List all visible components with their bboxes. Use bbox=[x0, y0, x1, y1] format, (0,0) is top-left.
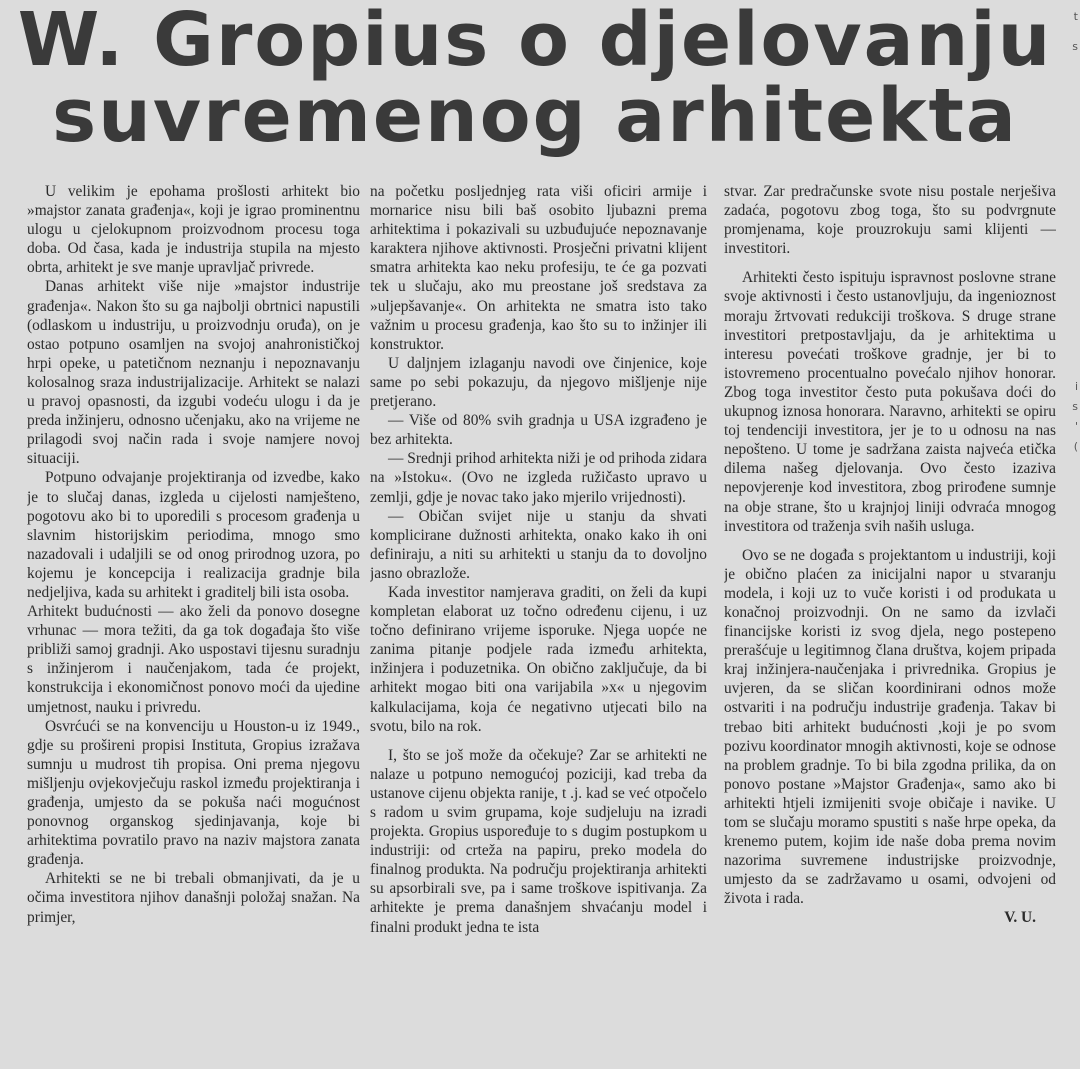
paragraph: stvar. Zar predračunske svote nisu postale nerješiva zadaća, pogotovu zbog toga, što su podvrgnute promjenama, koje prouzrokuju sami klijenti — investitori. bbox=[724, 183, 1056, 258]
paragraph: U velikim je epohama prošlosti arhitekt bio »majstor zanata građenja«, koji je igrao prominentnu ulogu u cjelokupnom proizvodnom procesu toga doba. Od časa, kada je industrija stupila na mjesto obrta, arhitekt je sve manje upravljač privrede. bbox=[27, 183, 360, 277]
paragraph: Osvrćući se na konvenciju u Houston-u iz 1949., gdje su prošireni propisi Instituta, Gropius izražava sumnju u mudrost tih propisa. Oni prema njegovu mišljenju ovjekovječuju raskol između projektiranja i građenja, umjesto da se pokuša naći mogućnost ponovnog organskog sjedinjavanja, koje bi arhitektima povratilo pravo na naziv majstora zanata građenja. bbox=[27, 717, 360, 869]
paragraph: I, što se još može da očekuje? Zar se arhitekti ne nalaze u potpuno nemogućoj poziciji, kad treba da ustanove cijenu objekta ranije, t .j. kad se već otpočelo s radom u svim grupama, koje sudjeluju na izradi projekta. Gropius uspoređuje to s dugim postupkom u industriji: od crteža na papiru, preko modela do finalnog produkta. Na području projektiranja arhitekti su apsorbirali sve, pa i same troškove ispitivanja. Za arhitekte je prema današnjem shvaćanju model i finalni produkt jedna te ista bbox=[370, 746, 707, 936]
paragraph: Ovo se ne događa s projektantom u industriji, koji je obično plaćen za inicijalni napor u stvaranju modela, i koji uz to vuče koristi i od produkata u konačnoj proizvodnji. On ne samo da izvlači financijske koristi iz svog djela, nego postepeno prerašćuje u legitimnog člana društva, kojem pripada kraj inžinjera-naučenjaka i privrednika. Gropius je uvjeren, da se sličan koordinirani odnos može ostvariti i na području industrije građenja. Takav bi trebao biti arhitekt budućnosti ,koji je po svom pozivu koordinator mnogih aktivnosti, koje se odnose na problem gradnje. To bi bila zgodna prilika, da on ponovo postane »Majstor Građenja«, samo ako bi arhitekti htjeli izmijeniti svoje običaje i navike. U tom se slučaju moramo spustiti s naše hrpe opeka, da krenemo putem, kojim ide naše doba prema novim nazorima suvremene industrijske proizvodnje, umjesto da se zadržavamo u osami, odvojeni od života i rada. bbox=[724, 546, 1056, 908]
paragraph: U daljnjem izlaganju navodi ove činjenice, koje same po sebi pokazuju, da njegovo mišljenje nije pretjerano. bbox=[370, 354, 707, 411]
paragraph: Danas arhitekt više nije »majstor industrije građenja«. Nakon što su ga najbolji obrtnici napustili (odlaskom u industriju, u proizvodnju oruđa), on je ostao potpuno osamljen na svojoj anahronističkoj hrpi opeke, u patetičnom neznanju i nepoznavanju kolosalnog sraza industrijalizacije. Arhitekt se nalazi u pravoj opasnosti, da izgubi vodeću ulogu i da je preda inžinjeru, odnosno učenjaku, ako na vrijeme ne prilagodi svoj način rada i svoje namjere novoj situaciji. bbox=[27, 278, 360, 468]
paragraph: — Srednji prihod arhitekta niži je od prihoda zidara na »Istoku«. (Ovo ne izgleda ružičasto upravo u zemlji, gdje je novac tako jako mjerilo vrijednosti). bbox=[370, 450, 707, 506]
paragraph: Arhitekti se ne bi trebali obmanjivati, da je u očima investitora njihov današnji položaj snažan. Na primjer, bbox=[27, 870, 360, 926]
paragraph: na početku posljednjeg rata viši oficiri armije i mornarice nisu bili baš osobito ljubazni prema arhitektima i pokazivali su uzbuđujuće nepoznavanje karaktera njihove aktivnosti. Prosječni privatni klijent smatra arhitekta kao neku profesiju, te će ga pozvati tek u slučaju, ako mu preostane još sredstava za »uljepšavanje«. On arhitekta ne smatra isto tako važnim u procesu građenja, kao što su to inžinjer ili konstruktor. bbox=[370, 183, 707, 353]
paragraph: Potpuno odvajanje projektiranja od izvedbe, kako je to slučaj danas, izgleda u cijelosti namješteno, pogotovu ako bi to uporedili s procesom građenja u slavnim historijskim periodima, mnogo smo nazadovali i udaljili se od onog prirodnog uzora, po kojemu je koncepcija i realizacija gradnje bila nedjeljiva, kada su arhitekt i graditelj bili ista osoba. bbox=[27, 469, 360, 601]
paragraph: Arhitekt budućnosti — ako želi da ponovo dosegne vrhunac — mora težiti, da ga tok događaja što više približi samoj gradnji. Ako uspostavi tijesnu suradnju s inžinjerom i naučenjakom, tada će projekt, konstrukcija i ekonomičnost ponovo moći da ujedine umjetnost, nauku i privredu. bbox=[27, 603, 360, 716]
paragraph: — Običan svijet nije u stanju da shvati komplicirane dužnosti arhitekta, onako kako ih oni definiraju, a niti su arhitekti u stanju da to dovoljno jasno obrazlože. bbox=[370, 507, 707, 582]
paragraph: — Više od 80% svih gradnja u USA izgrađeno je bez arhitekta. bbox=[370, 412, 707, 449]
headline-line-2: suvremenog arhitekta bbox=[52, 73, 1018, 159]
adjacent-page-edge: t s i s ' ( bbox=[1072, 10, 1078, 453]
article-column-1 bbox=[27, 182, 360, 1049]
paragraph: Arhitekti često ispituju ispravnost poslovne strane svoje aktivnosti i često ustanovljuju, da ingenioznost moraju žrtvovati redukciji troškova. S druge strane investitori pretpostavljaju, da je arhitektima u interesu povećati troškove gradnje, jer bi to istovremeno procentualno povećalo njihov honorar. Zbog toga investitor često puta pokušava doći do ukupnog iznosa honorara. Naravno, arhitekti se opiru toj tendenciji investitora, jer je to u odnosu na nas nepošteno. U tome je sadržana zaista najveća etička dilema našeg djelovanja. Ovo često izaziva nepovjerenje kod investitora, zbog prirođene sumnje na obje strane, što u krajnjoj liniji odvraća mnogog investitora od traženja svih naših usluga. bbox=[724, 269, 1056, 535]
article-column-3 bbox=[724, 182, 1056, 1049]
article-headline bbox=[0, 0, 1070, 159]
author-signature: V. U. bbox=[1004, 909, 1036, 927]
article-column-2 bbox=[370, 182, 707, 1049]
headline-line-1: W. Gropius o djelovanju bbox=[17, 0, 1053, 83]
paragraph: Kada investitor namjerava graditi, on želi da kupi kompletan elaborat uz točno određenu cijenu, i uz točno definirano vrijeme isporuke. Njega uopće ne zanima pitanje podjele rada između arhitekta, inžinjera i poduzetnika. On obično zaključuje, da bi arhitekt mogao biti ona varijabila »x« u njegovim kalkulacijama, koja će negativno utjecati bilo na svotu, bilo na rok. bbox=[370, 583, 707, 735]
